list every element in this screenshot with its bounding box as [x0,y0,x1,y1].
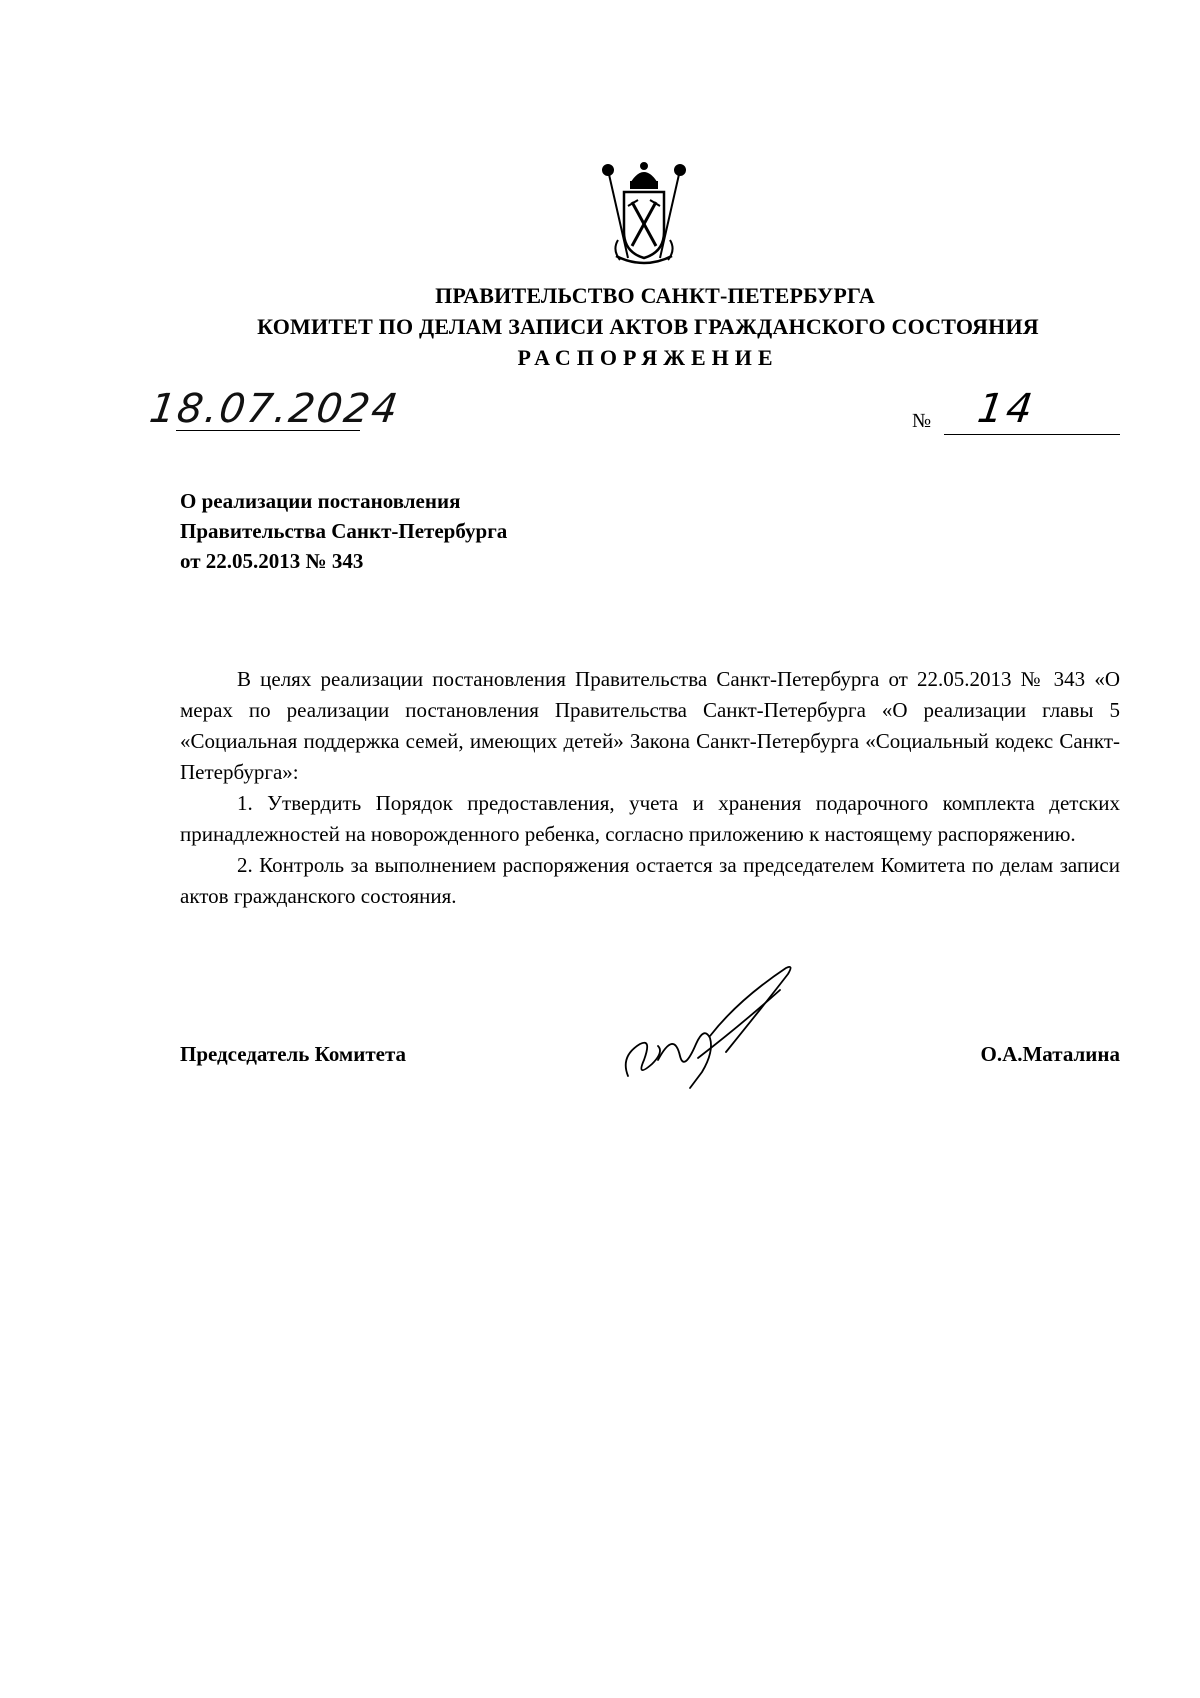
date-underline [176,430,360,431]
committee-title: КОМИТЕТ ПО ДЕЛАМ ЗАПИСИ АКТОВ ГРАЖДАНСКОГО СОСТОЯНИЯ [257,314,1039,339]
document-body [180,664,1120,912]
subject-line: от 22.05.2013 № 343 [180,549,364,573]
document-type: РАСПОРЯЖЕНИЕ [517,345,779,370]
body-paragraph: 2. Контроль за выполнением распоряжения остается за председателем Комитета по делам записи актов гражданского состояния. [180,853,1120,908]
document-date: 18.07.2024 [146,386,403,432]
body-paragraph: 1. Утвердить Порядок предоставления, учета и хранения подарочного комплекта детских принадлежностей на новорожденного ребенка, согласно приложению к настоящему распоряжению. [180,791,1120,846]
signer-name: О.А.Маталина [980,1042,1120,1066]
document-number: 14 [974,386,1039,432]
number-label: № [912,410,932,432]
number-underline [944,434,1120,435]
subject-line: Правительства Санкт-Петербурга [180,519,508,543]
government-title: ПРАВИТЕЛЬСТВО САНКТ-ПЕТЕРБУРГА [435,283,875,308]
subject-line: О реализации постановления [180,489,461,513]
coat-of-arms-icon [598,160,690,270]
signature-icon [618,960,858,1090]
document-header [0,280,1200,373]
document-subject [180,486,700,576]
signer-title: Председатель Комитета [180,1042,407,1066]
body-paragraph: В целях реализации постановления Правительства Санкт-Петербурга от 22.05.2013 № 343 «О мерах по реализации постановления Правительства Санкт-Петербурга «О реализации главы 5 «Социальная поддержка семей, имеющих детей» Закона Санкт-Петербурга «Социальный кодекс Санкт-Петербурга»: [180,667,1120,784]
